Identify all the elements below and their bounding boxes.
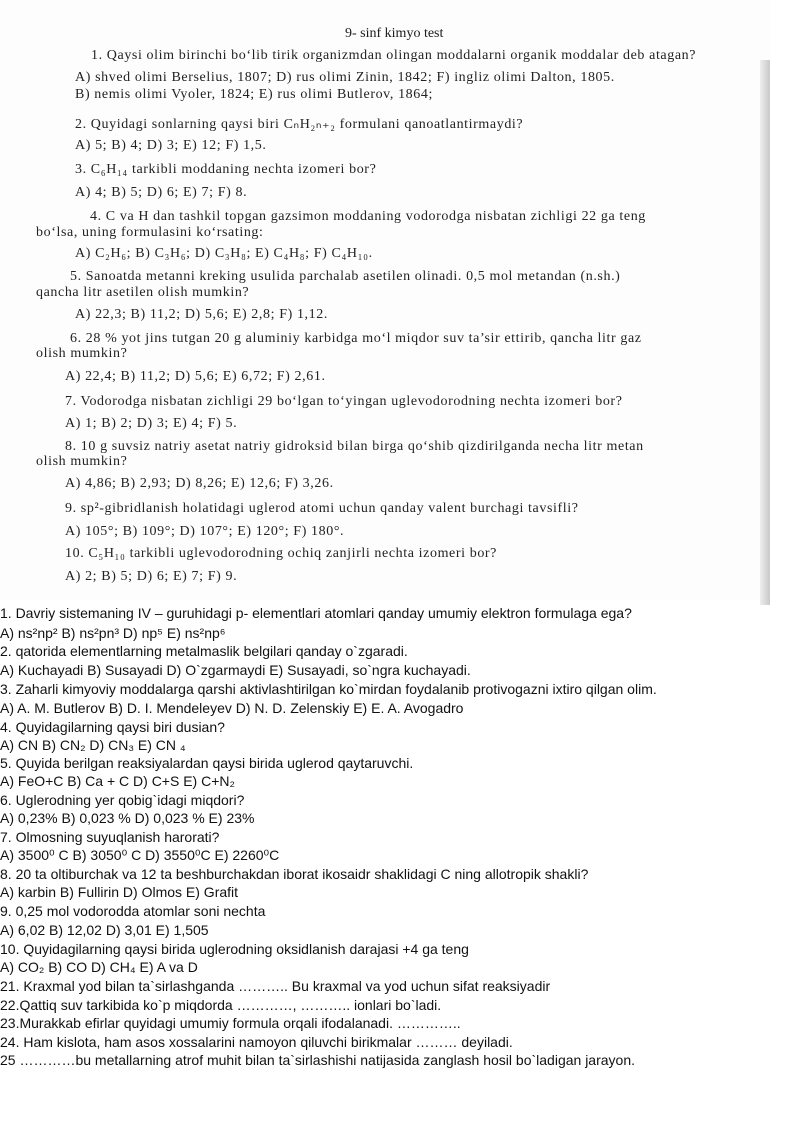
test-title: 9- sinf kimyo test (345, 26, 444, 41)
doc-question-line: 1. Davriy sistemaning IV – guruhidagi p- elementlari atomlari qanday umumiy elektron formulaga ega? (0, 605, 632, 621)
doc-fill-blank-line: 24. Ham kislota, ham asos xossalarini namoyon qiluvchi birikmalar ……… deyiladi. (0, 1034, 513, 1050)
scan-question-line: 5. Sanoatda metanni kreking usulida parchalab asetilen olinadi. 0,5 mol metandan (n.sh.) (70, 269, 621, 284)
scan-answer-line: A) 4; B) 5; D) 6; E) 7; F) 8. (75, 185, 248, 200)
scan-answer-line: A) C₂H₆; B) C₃H₆; D) C₃H₈; E) C₄H₈; F) C₄H₁₀. (75, 246, 373, 261)
scan-question-line: 4. C va H dan tashkil topgan gazsimon moddaning vodorodga nisbatan zichligi 22 ga teng (90, 209, 646, 224)
scan-edge-shadow (760, 60, 770, 605)
scan-answer-line: A) 22,4; B) 11,2; D) 5,6; E) 6,72; F) 2,61. (65, 369, 326, 384)
doc-answer-line: A) FeO+C B) Ca + C D) C+S E) C+N₂ (0, 773, 235, 789)
doc-question-line: 5. Quyida berilgan reaksiyalardan qaysi birida uglerod qaytaruvchi. (0, 755, 414, 771)
doc-answer-line: A) 3500⁰ C B) 3050⁰ C D) 3550⁰C E) 2260⁰C (0, 847, 280, 863)
doc-question-line: 3. Zaharli kimyoviy moddalarga qarshi aktivlashtirilgan ko`mirdan foydalanib protivogazni ixtiro qilgan olim. (0, 681, 657, 697)
scan-question-line: 6. 28 % yot jins tutgan 20 g aluminiy karbidga mo‘l miqdor suv ta’sir ettirib, qancha litr gaz (70, 331, 642, 346)
scan-question-line: olish mumkin? (36, 346, 128, 361)
doc-answer-line: A) karbin B) Fullirin D) Olmos E) Grafit (0, 884, 239, 900)
doc-fill-blank-line: 25 …………bu metallarning atrof muhit bilan ta`sirlashishi natijasida zanglash hosil bo`ladigan jarayon. (0, 1052, 635, 1068)
scan-question-line: 1. Qaysi olim birinchi bo‘lib tirik organizmdan olingan moddalarni organik moddalar deb atagan? (91, 48, 697, 63)
doc-answer-line: A) CN B) CN₂ D) CN₃ E) CN ₄ (0, 737, 186, 753)
doc-question-line: 2. qatorida elementlarning metalmaslik belgilari qanday o`zgaradi. (0, 643, 408, 659)
scan-question-line: olish mumkin? (36, 454, 128, 469)
scan-question-line: 3. C₆H₁₄ tarkibli moddaning nechta izomeri bor? (75, 162, 377, 177)
doc-answer-line: A) ns²np² B) ns²pn³ D) np⁵ E) ns²np⁶ (0, 625, 226, 641)
scan-question-line: qancha litr asetilen olish mumkin? (36, 285, 250, 300)
doc-question-line: 4. Quyidagilarning qaysi biri dusian? (0, 719, 225, 735)
doc-answer-line: A) CO₂ B) CO D) CH₄ E) A va D (0, 959, 198, 975)
doc-answer-line: A) A. M. Butlerov B) D. I. Mendeleyev D) N. D. Zelenskiy E) E. A. Avogadro (0, 700, 464, 716)
scan-question-line: bo‘lsa, uning formulasini ko‘rsating: (36, 225, 264, 240)
scan-answer-line: A) 5; B) 4; D) 3; E) 12; F) 1,5. (75, 138, 267, 153)
doc-question-line: 9. 0,25 mol vodorodda atomlar soni nechta (0, 903, 266, 919)
doc-answer-line: A) 6,02 B) 12,02 D) 3,01 E) 1,505 (0, 922, 209, 938)
doc-fill-blank-line: 23.Murakkab efirlar quyidagi umumiy formula orqali ifodalanadi. ………….. (0, 1015, 461, 1031)
scan-answer-line: B) nemis olimi Vyoler, 1824; E) rus olimi Butlerov, 1864; (75, 87, 433, 102)
doc-question-line: 10. Quyidagilarning qaysi birida uglerodning oksidlanish darajasi +4 ga teng (0, 941, 469, 957)
scan-answer-line: A) 22,3; B) 11,2; D) 5,6; E) 2,8; F) 1,12. (75, 307, 328, 322)
scan-answer-line: A) shved olimi Berselius, 1807; D) rus olimi Zinin, 1842; F) ingliz olimi Dalton, 1805. (75, 70, 615, 85)
scan-question-line: 8. 10 g suvsiz natriy asetat natriy gidroksid bilan birga qo‘shib qizdirilganda necha litr metan (65, 439, 644, 454)
doc-fill-blank-line: 21. Kraxmal yod bilan ta`sirlashganda ……….. Bu kraxmal va yod uchun sifat reaksiyadir (0, 978, 551, 994)
scan-question-line: 7. Vodorodga nisbatan zichligi 29 bo‘lgan to‘yingan uglevodorodning nechta izomeri bor? (65, 394, 623, 409)
doc-question-line: 7. Olmosning suyuqlanish harorati? (0, 829, 220, 845)
doc-answer-line: A) Kuchayadi B) Susayadi D) O`zgarmaydi E) Susayadi, so`ngra kuchayadi. (0, 662, 471, 678)
doc-question-line: 6. Uglerodning yer qobig`idagi miqdori? (0, 792, 245, 808)
scan-answer-line: A) 2; B) 5; D) 6; E) 7; F) 9. (65, 569, 238, 584)
doc-question-line: 8. 20 ta oltiburchak va 12 ta beshburchakdan iborat ikosaidr shaklidagi C ning allotropik shakli? (0, 866, 589, 882)
doc-answer-line: A) 0,23% B) 0,023 % D) 0,023 % E) 23% (0, 810, 255, 826)
scan-question-line: 9. sp²-gibridlanish holatidagi uglerod atomi uchun qanday valent burchagi tavsifli? (65, 501, 579, 516)
doc-fill-blank-line: 22.Qattiq suv tarkibida ko`p miqdorda …………, ……….. ionlari bo`ladi. (0, 997, 442, 1013)
scan-answer-line: A) 1; B) 2; D) 3; E) 4; F) 5. (65, 416, 238, 431)
scan-question-line: 10. C₅H₁₀ tarkibli uglevodorodning ochiq zanjirli nechta izomeri bor? (65, 546, 497, 561)
scan-answer-line: A) 105°; B) 109°; D) 107°; E) 120°; F) 180°. (65, 524, 345, 539)
scan-question-line: 2. Quyidagi sonlarning qaysi biri CₙH₂ₙ₊₂ formulani qanoatlantirmaydi? (75, 117, 524, 132)
scan-answer-line: A) 4,86; B) 2,93; D) 8,26; E) 12,6; F) 3,26. (65, 476, 334, 491)
